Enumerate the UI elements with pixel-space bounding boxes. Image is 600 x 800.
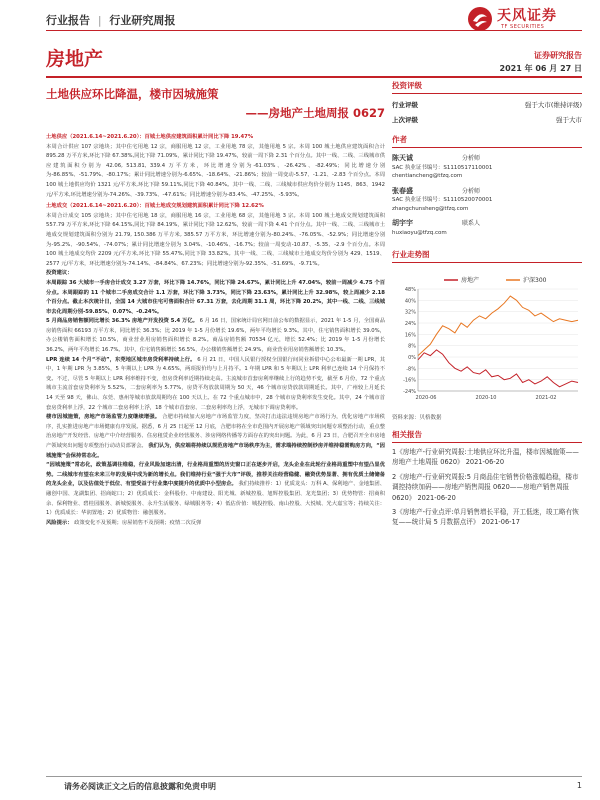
logo-icon — [467, 6, 493, 32]
y-tick-label: 32% — [404, 309, 416, 316]
lpr-paragraph: 6 月 21 日，中国人民银行授权全国银行间同业拆借中心公布最新一期 LPR，其中，1 年期 LPR 为 3.85%，5 年期以上 LPR 为 4.65%，两项报价均与上月持平。1 年期 LPR 和 5 年期以上 LPR 利率已连续 14 个月保持不变。不过，尽管 5 年期以上 LPR 利率维持不变，但房贷利率近期持续走高。主流城市首套房利率继续上行的趋势不变，截至 6 月份，72 个重点城市主流首套房贷利率为 5.52%，二套房利率为 5.77%，房贷平均放款周期为 50 天，46 个城市房贷放款周期延长。其中，广州较上月延长 14 天至 98 天，佛山、东莞、惠州等城市放款周期均在 100 天以上。在 72 个重点城市中，28 个城市房贷利率发生变化。其中，24 个城市首套房贷利率上浮，22 个城市二套房利率上浮，18 个城市首套房、二套房利率均上浮，无城市下调房贷利率。 — [46, 356, 385, 411]
analyst-card — [392, 187, 582, 214]
weekly-sales-paragraph: 本周跟踪 36 大城市一手房合计成交 3.27 万套，环比下降 14.76%，同比下降 24.67%，累计同比上升 47.04%，较前一周减少 4.75 个百分点。本周跟踪的 11 个城市二手房成交合计 1.1 万套，环比下降 3.73%，同比下降 23.63%，累计同比上升 32.98%，较上周减少 2.18 个百分点。截止本次统计日，全国 14 大城市住宅可售面积合计 67.31 万套，去化周期 31.1 周，环比下降 20.2%，其中一线、二线、三线城市去化周期分别-59.85%、0.07%、-0.24%。 — [46, 279, 385, 315]
analyst-card — [392, 219, 582, 237]
report-date: 2021 年 06 月 27 日 — [499, 64, 582, 73]
land-supply-heading: 土地供应（2021.6.14~2021.6.20）：百城土地供应建筑面积累计同比下降 19.47% — [46, 134, 254, 140]
x-tick-label: 2021-02 — [535, 395, 557, 401]
rating-row — [392, 100, 582, 109]
related-section-title: 相关报告 — [392, 429, 582, 443]
legend-label: 沪深300 — [523, 277, 547, 284]
risk-text: 政策变化不及预期；房屋销售不及预期；疫情二次反弹 — [74, 519, 202, 526]
footer-divider — [46, 776, 582, 777]
x-tick-label: 2020-10 — [475, 395, 497, 401]
y-tick-label: 48% — [404, 287, 416, 293]
report-category — [46, 12, 175, 28]
investment-heading: 投资建议： — [46, 270, 73, 277]
risk-heading: 风险提示： — [46, 519, 73, 526]
y-tick-label: 16% — [404, 332, 416, 339]
y-tick-label: 0% — [408, 355, 416, 361]
report-title: 土地供应环比降温，楼市因城施策 — [46, 87, 219, 101]
y-tick-label: -8% — [406, 366, 416, 373]
header-divider — [46, 30, 582, 31]
policy-conclusion: 我们认为，供应端将持续以规范房地产市场秩序为主，需求端持续控制炒房并维持稳需购房方向，“因城施策”会保持常态化。 — [46, 443, 385, 459]
rating-value: 强于大市 — [556, 116, 582, 124]
recommendation-lead: “因城施策”常态化，政策基调往维稳，行业风险加速出清，行业格局重塑的历史窗口正在逐步开启，龙头企业在此轮行业格局重塑中有望凸显优势。二线城市有望在未来三年的发展中成为新的增长点。我们维持行业“强于大市”评级，推荐关注经营稳健、融资优势显著、拥有优质土储储备的龙头企业，以及估值处于低位、有望受益于行业集中度提升的优质中小型房企。 — [46, 462, 385, 488]
page-title: 房地产 — [46, 48, 104, 70]
analyst-role: 联系人 — [462, 220, 481, 227]
rating-section-title: 投资评级 — [392, 80, 582, 94]
main-content — [46, 80, 385, 528]
analyst-role: 分析师 — [462, 155, 481, 162]
chart-section-title: 行业走势图 — [392, 249, 582, 263]
category-separator: | — [97, 14, 102, 27]
analyst-section-title: 作者 — [392, 134, 582, 148]
footer-disclaimer: 请务必阅读正文之后的信息披露和免责申明 — [64, 782, 216, 791]
analyst-name: 张春盛 — [392, 186, 413, 195]
y-tick-label: 24% — [404, 321, 416, 327]
series-line-csi300 — [418, 296, 578, 356]
trend-chart-svg — [392, 271, 582, 411]
policy-lead: 楼市因城施策，房地产市场监管力度继续增强。 — [46, 414, 161, 421]
sales-growth-paragraph: 6 月 16 日，国家统计局官网日前公布的数据显示，2021 年 1-5 月，全国商品房销售面积 66193 万平方米，同比增长 36.3%；比 2019 年 1-5 月份增长 19.6%，两年平均增长 9.3%。其中，住宅销售面积增长 39.0%，办公楼销售面积增长 10.5%，商业营业用房销售面积增长 8.2%。商品房销售额 70534 亿元，增长 52.4%；比 2019 年 1-5 月份增长 36.2%，两年平均增长 16.7%。其中，住宅销售额增长 56.5%，办公楼销售额增长 24.9%，商业营业用房销售额增长 10.3%。 — [46, 318, 385, 354]
analyst-email[interactable]: huxiaoyu@tfzq.com — [392, 229, 447, 236]
sidebar — [392, 80, 582, 528]
x-tick-label: 2020-06 — [415, 395, 437, 401]
page-number: 1 — [576, 781, 582, 790]
logo-name: 天风证券 — [497, 8, 557, 24]
related-report-item[interactable]: 2《房地产-行业研究周报:5 月商品住宅销售价格涨幅趋稳，楼市调控持续加码——房地产销售周报 0620——房地产销售周报 0620》 2021-06-20 — [392, 472, 579, 502]
sales-growth-lead: 5 月商品房销售额同比增长 36.3% 房地产开发投资 5.4 万亿。 — [46, 318, 198, 325]
y-tick-label: -16% — [403, 377, 416, 384]
chart-source: 资料来源：贝格数据 — [392, 415, 442, 421]
land-deal-heading: 土地成交（2021.6.14~2021.6.20）：百城土地成交规划建筑面积累计同比下降 12.62% — [46, 203, 264, 210]
analyst-name: 陈天诚 — [392, 154, 413, 162]
report-subtitle: ——房地产土地周报 0627 — [245, 106, 385, 120]
analyst-sac: SAC 执业证书编号：S1110520070001 — [392, 197, 493, 203]
related-report-item[interactable]: 1《房地产-行业研究周报:土地供应环比升温，楼市因城施策——房地产土地周报 0620》 2021-06-20 — [392, 448, 579, 467]
lpr-lead: LPR 连续 14 个月“不动”，东莞地区城市房贷利率持续上行。 — [46, 356, 196, 363]
analyst-card — [392, 154, 582, 181]
trend-chart — [392, 271, 582, 411]
analyst-role: 分析师 — [462, 187, 481, 195]
analyst-name: 胡宇宇 — [392, 219, 413, 227]
recommendation-paragraph: 我们持续推荐：1）优质龙头：万科 A、保利地产、金地集团、融创中国、龙湖集团、招商蛇口；2）优质成长：金科股份、中南建设、阳光城、新城控股、旭辉控股集团、龙光集团；3）优势物管：招商积余、保利物业、碧桂园服务、新城悦服务、永升生活服务、绿城服务等；4）低估价值：城投控股、南山控股、大悦城、光大嘉宝等；持续关注：1）优质成长：华润置地；2）优质物管：融创服务。 — [46, 481, 385, 517]
y-tick-label: -24% — [403, 389, 416, 395]
land-deal-paragraph: 本周合计成交 105 宗地块；其中住宅用地 18 宗，商服用地 16 宗，工业用地 68 宗，其他用地 3 宗。本周 100 城土地成交规划建筑面积 557.79 万平方米,环比下降 64.15%,同比下降 84.19%，累计同比下降 12.62%，较前一周下降 4.41 个百分点。其中一线、二线、三线城市土地成交规划建筑面积分别为 21.79, 150.386 万平方米, 385.57 万平方米，环比增速分别为-80.24%、-76.05%、-52.9%；同比增速分别为-95.2%、-90.54%、-74.07%；累计同比增速分别为 3.04%、-10.46%、-16.7%；较前一周变动-10.87、-5.35、-2.9 个百分点。本周 100 城土地成交均价 2209 元/平方米,环比下降 55.47%,同比下降 33.82%。其中一线、二线、三线城市土地成交均价分别为 429、1519、2577 元/平方米，环比增速分别为-74.14%、-84.84%、67.23%；同比增速分别为-92.35%、-51.69%、-9.71%。 — [46, 212, 385, 267]
analyst-sac: SAC 执业证书编号：S1110517110001 — [392, 164, 493, 171]
land-supply-paragraph: 本周合计供应 107 宗地块；其中住宅用地 12 宗，商服用地 12 宗，工业用地 78 宗，其他用地 5 宗。本周 100 城土地供应建筑面积合计 895.28 万平方米,环比下降 67.38%,同比下降 71.09%，累计同比下降 19.47%，较前一周下降 2.31 个百分点。其中一线、二线、三线城市供应建筑面积分别为 42.06, 513.81, 339.4 万平方米，环比增速分别为-61.03%、-26.42%、-82.49%；同比增速分别为-86.85%、-51.79%、-80.17%；累计同比增速分别为-6.65%、-18.64%、-21.86%；较前一周变动-5.57、-1.21、-2.83 个百分点。本周 100 城土地供应均价 1321 元/平方米,环比下降 59.11%,同比下降 40.84%。其中一线、二线、三线城市供应均价分别为 1145、863、1942 元/平方米,环比增速分别为-74.26%、-39.73%、-47.61%；同比增速分别为-83.4%、-47.25%、-5.93%。 — [46, 143, 385, 198]
title-divider — [46, 76, 582, 78]
subcategory-tag: 行业研究周报 — [109, 14, 176, 27]
analyst-email[interactable]: chentiancheng@tfzq.com — [392, 173, 463, 179]
y-tick-label: 8% — [408, 343, 416, 350]
category-tag: 行业报告 — [46, 14, 90, 27]
report-type: 证券研究报告 — [534, 51, 582, 60]
legend-label: 房地产 — [461, 277, 480, 284]
related-report-item[interactable]: 3《房地产-行业点评:单月销售增长平稳，开工低迷，竣工略有恢复——统计局 5 月数据点评》 2021-06-17 — [392, 508, 579, 527]
rating-value: 强于大市(维持评级) — [524, 101, 582, 109]
report-body — [46, 133, 385, 528]
policy-paragraph: 合肥市持续加大房地产市场监管力度，坚决打击违法违规房地产市场行为，优化房地产市场秩序，扎实推进房地产市场健康有序发展。据悉，6 月 25 日起至 12 月底，合肥市将在全市范围内开展房地产领域突出问题专项整治行动，重点整治房地产开发经营、房地产中介经营服务、住房租赁企业经营服务、涉房网络传播等方面存在的突出问题。为此，6 月 23 日，合肥召开全市房地产领域突出问题专项整治行动动员部署会。 — [46, 414, 385, 449]
rating-row — [392, 115, 582, 124]
logo-subtitle: TF SECURITIES — [501, 24, 545, 30]
y-tick-label: 40% — [404, 298, 416, 305]
analyst-email[interactable]: zhangchunsheng@tfzq.com — [392, 205, 469, 212]
rating-label: 行业评级 — [392, 101, 418, 109]
rating-label: 上次评级 — [392, 116, 418, 124]
